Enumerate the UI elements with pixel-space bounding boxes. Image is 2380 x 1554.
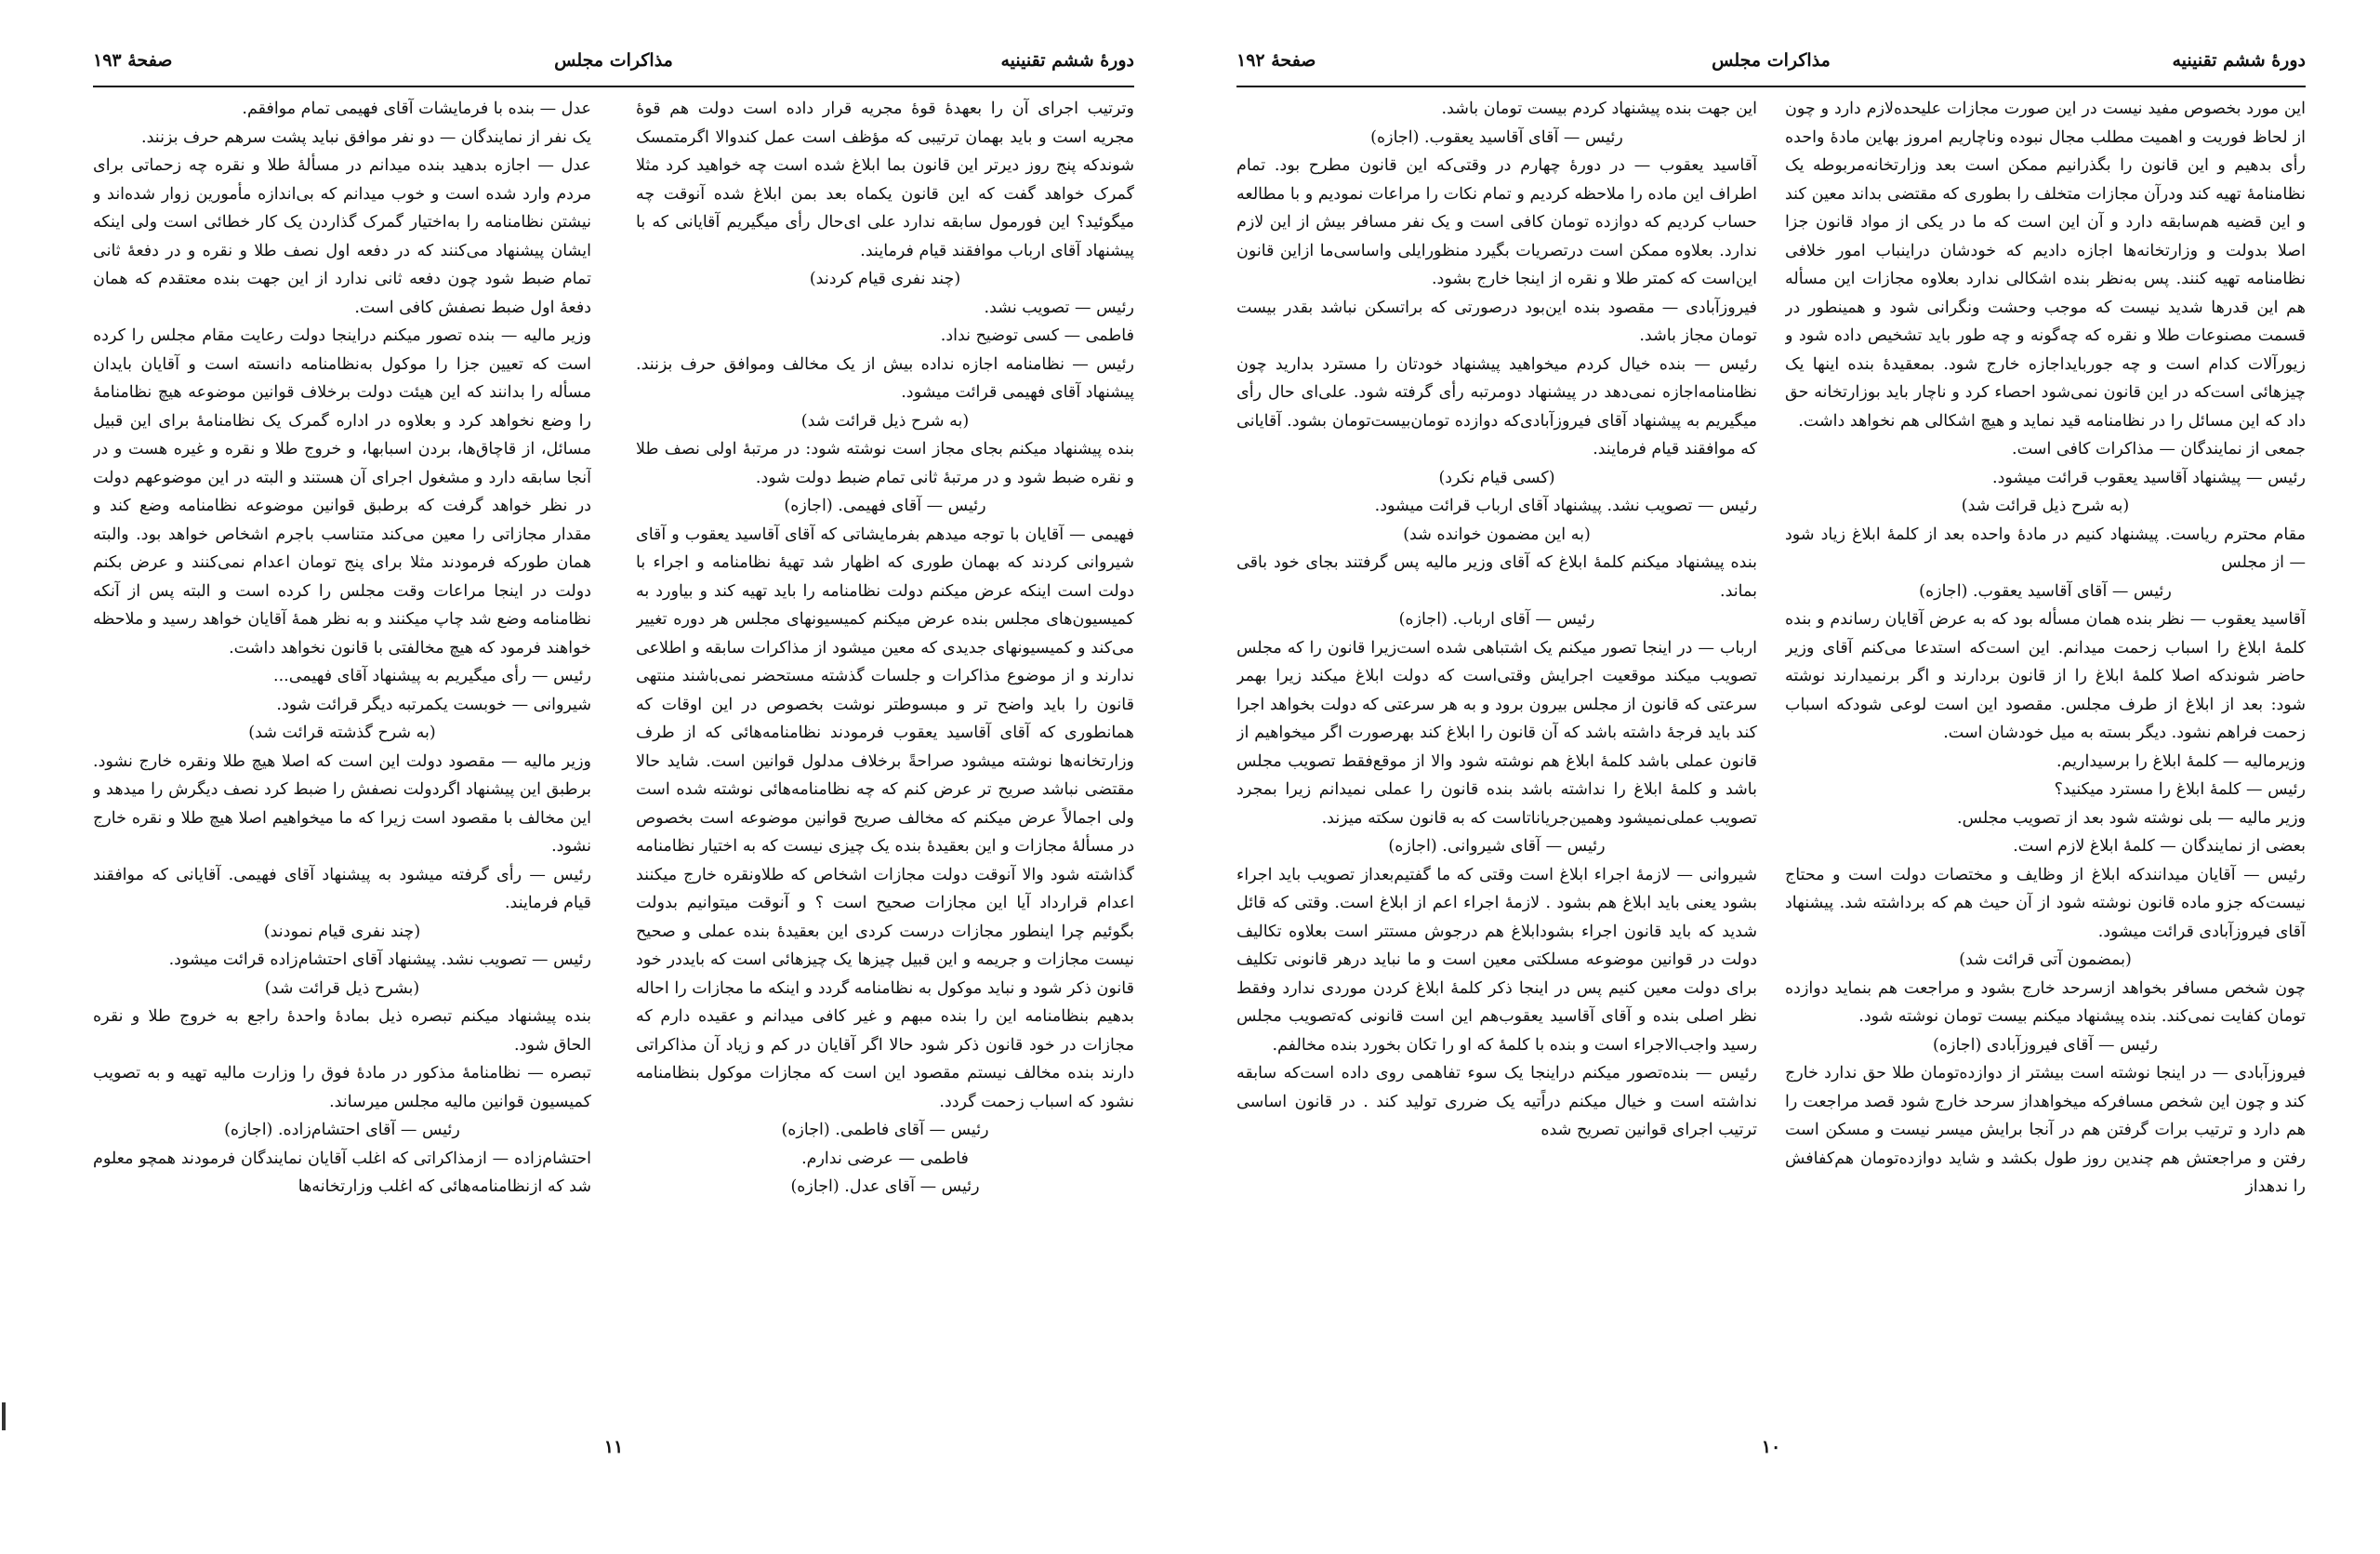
paragraph: ارباب — در اینجا تصور میکنم یک اشتباهی شده است‌زیرا قانون را که مجلس تصویب میکند موقعیت اجرایش وقتی‌است که دولت ابلاغ میکند زیرا بهمر سرعتی که قانون از مجلس بیرون برود و به هر سرعتی که دولت بخواهد اجرا کند باید فرجهٔ داشته باشد که آن قانون را ابلاغ کند بهرصورت اگر میخواهیم از قانون عملی باشد کلمهٔ ابلاغ هم نوشته شود والا از موقع‌فقط تصویب مجلس باشد و کلمهٔ ابلاغ را نداشته باشد بنده قانون را عملی نمیدانم زیرا بمجرد تصویب عملی‌نمیشود وهمین‌جریاناتاست که به قانون سکته میزند. [1236, 638, 1757, 828]
paragraph: رئیس — بنده خیال کردم میخواهید پیشنهاد خودتان را مسترد بدارید چون نظامنامه‌اجازه نمی‌دهد در پیشنهاد دومرتبه رأی گرفته شود. علی‌ای حال رأی میگیریم به پیشنهاد آقای فیروزآبادی‌که دوازده تومان‌بیست‌تومان بشود. آقایانی که موافقند قیام فرمایند. [1236, 354, 1757, 458]
paragraph: رئیس — نظامنامه اجازه نداده بیش از یک مخالف وموافق حرف بزنند. پیشنهاد آقای فهیمی قرائت میشود. [636, 354, 1134, 402]
text-column-left [93, 95, 591, 1397]
paragraph: عدل — اجازه بدهید بنده میدانم در مسألهٔ طلا و نقره چه زحماتی برای مردم وارد شده است و خوب میدانم که بی‌اندازه مأمورین زوار شده‌اند و نیشتن نظامنامه را به‌اختیار گمرک گذاردن یک کار خطائی است ولی اینکه ایشان پیشنهاد می‌کنند که در دفعه اول نصف طلا و نقره و در دفعهٔ ثانی تمام ضبط شود چون دفعه ثانی ندارد از این جهت بنده معتقدم که همان دفعهٔ اول ضبط نصفش کافی است. [93, 156, 591, 317]
speaker-call: رئیس — آقای عدل. (اجازه) [790, 1177, 980, 1196]
paragraph: وترتیب اجرای آن را بعهدهٔ قوهٔ مجریه قرار داده است دولت هم قوهٔ مجریه است و باید بهمان ترتیبی که مؤظف است عمل کندوالا اگرمتمسک شوندکه پنج روز دیرتر این قانون بما ابلاغ شده است چه خواهید کرد مثلا گمرک خواهد گفت که این قانون یکماه بعد بمن ابلاغ شده آنوقت چه میگوئید؟ این فورمول سابقه ندارد علی ای‌حال رأی میگیریم آقایانی که با پیشنهاد آقای ارباب موافقند قیام فرمایند. [636, 100, 1134, 260]
header-page-label: صفحهٔ ۱۹۲ [1236, 50, 1316, 71]
paragraph: شیروانی — خوبست یکمرتبه دیگر قرائت شود. [276, 695, 591, 714]
stage-direction: (چند نفری قیام نمودند) [263, 922, 421, 941]
paragraph: تبصره — نظامنامهٔ مذکور در مادهٔ فوق را وزارت مالیه تهیه و به تصویب کمیسیون قوانین مالیه مجلس میرساند. [93, 1064, 591, 1111]
header-rule [1236, 86, 2306, 87]
paragraph: فهیمی — آقایان با توجه میدهم بفرمایشاتی که آقای آقاسید یعقوب و آقای شیروانی کردند که بهمان طوری که اظهار شد تهیهٔ نظامنامه و اجراء با دولت است اینکه عرض میکنم دولت نظامنامه را باید تهیه کند و بیاورد به کمیسیون‌های مجلس بنده عرض میکنم کمیسیونهای مجلس هر دوره تغییر می‌کند و کمیسیونهای جدیدی که معین میشود از مذاکرات سابقه و اطلاعی ندارند و از موضوع مذاکرات و جلسات گذشته مستحضر نمی‌باشند منتهی قانون را باید واضح تر و مبسوطتر نوشت بخصوص در این اوقات که همانطوری که آقای آقاسید یعقوب فرمودند نظامنامه‌هائی که از طرف وزارتخانه‌ها نوشته میشود صراحةً برخلاف مدلول قوانین است. شاید حالا مقتضی نباشد صریح تر عرض کنم که چه نظامنامه‌هائی نوشته شده است ولی اجمالاً عرض میکنم که مخالف صریح قوانین موضوعه است بخصوص در مسألهٔ مجازات و این بعقیدهٔ بنده یک چیزی نیست که به اختیار نظامنامه گذاشته شود والا آنوقت دولت مجازات اشخاص که طلاونقره خارج میکنند اعدام قرارداد آیا این مجازات صحیح است ؟ و آنوقت میتوانیم بدولت بگوئیم چرا اینطور مجازات درست کردی این بعقیدهٔ بنده عملی و صحیح نیست مجازات و جریمه و این قبیل چیزها یک چیزهائی است که بایددر خود قانون ذکر شود و نباید موکول به نظامنامه گردد و اینکه ما مجازات را احاله بدهیم بنظامنامه این را بنده مبهم و غیر کافی میدانم و عقیده دارم که مجازات در خود قانون ذکر شود حالا اگر آقایان در کم و زیاد آن مذاکراتی دارند بنده مخالف نیستم مقصود این است که مجازات موکول بنظامنامه نشود که اسباب زحمت گردد. [636, 525, 1134, 1111]
paragraph: جمعی از نمایندگان — مذاکرات کافی است. [2012, 440, 2306, 458]
scan-edge-mark [2, 1402, 6, 1430]
stage-direction: (به شرح ذیل قرائت شد) [800, 411, 970, 431]
header-title: مذاکرات مجلس [1712, 50, 1831, 71]
paragraph: رئیس — کلمهٔ ابلاغ را مسترد میکنید؟ [2054, 780, 2306, 799]
paragraph: رئیس — تصویب نشد. پیشنهاد آقای ارباب قرائت میشود. [1374, 497, 1757, 515]
speaker-call: رئیس — آقای فیروزآبادی (اجازه) [1933, 1035, 2158, 1055]
paragraph: وزیر مالیه — مقصود دولت این است که اصلا هیچ طلا ونقره خارج نشود. برطبق این پیشنهاد اگردولت نصفش را ضبط کرد نصف دیگرش را میدهد و این مخالف با مقصود است زیرا که ما میخواهیم اصلا هیچ طلا و نقره خارج نشود. [93, 751, 591, 856]
paragraph: عدل — بنده با فرمایشات آقای فهیمی تمام موافقم. [242, 100, 591, 118]
page-number: ۱۰ [1761, 1437, 1781, 1457]
stage-direction: (بمضمون آتی قرائت شد) [1959, 950, 2132, 969]
page-number: ۱۱ [603, 1437, 624, 1457]
page-header [93, 50, 1134, 82]
text-column-right [1785, 95, 2306, 1397]
speaker-call: رئیس — آقای آقاسید یعقوب. (اجازه) [1370, 127, 1623, 147]
page-192 [1236, 37, 2306, 1525]
header-session: دورهٔ ششم تقنینیه [1000, 50, 1134, 71]
header-rule [93, 86, 1134, 87]
speaker-call: رئیس — آقای آقاسید یعقوب. (اجازه) [1919, 581, 2172, 601]
stage-direction: (به این مضمون خوانده شد) [1403, 525, 1591, 544]
page-193 [93, 37, 1134, 1525]
paragraph: آقاسید یعقوب — در دورهٔ چهارم در وقتی‌که این قانون مطرح بود. تمام اطراف این ماده را ملاحظه کردیم و تمام نکات را مراعات نمودیم و با مطالعه حساب کردیم که دوازده تومان کافی است و یک نفر مسافر بیش از این لازم ندارد. بعلاوه ممکن است درتصریات بگیرد منظورایلی واساسی‌ما ازاین قانون این‌است که کمتر طلا و نقره از اینجا خارج بشود. [1236, 156, 1757, 288]
header-session: دورهٔ ششم تقنینیه [2172, 50, 2306, 71]
stage-direction: (کسی قیام نکرد) [1438, 468, 1555, 487]
paragraph: رئیس — تصویب نشد. [984, 298, 1134, 317]
paragraph: رئیس — آقایان میدانندکه ابلاغ از وظایف و مختصات دولت است و محتاج نیست‌که جزو ماده قانون نوشته شود از آن حیث هم که برداشته شد. پیشنهاد آقای فیروزآبادی قرائت میشود. [1785, 865, 2306, 941]
paragraph: چون شخص مسافر بخواهد ازسرحد خارج بشود و مراجعت هم بنماید دوازده تومان کفایت نمی‌کند. بنده پیشنهاد میکنم بیست تومان نوشته شود. [1785, 978, 2306, 1026]
paragraph: این مورد بخصوص مفید نیست در این صورت مجازات علیحده‌لازم دارد و چون از لحاظ فوریت و اهمیت مطلب مجال نبوده وناچاریم امروز بهاین مادهٔ واحده رأی بدهیم و این قانون را بگذرانیم ممکن است بعد وزارتخانه‌مربوطه یک نظامنامهٔ تهیه کند ودرآن مجازات متخلف را بطوری که مقتضی بداند معین کند و این قضیه هم‌سابقه دارد و آن این است که ما در یکی از مواد قانون جزا اصلا بدولت و وزارتخانه‌ها اجازه دادیم که خودشان دراینباب امور خلافی نظامنامه تهیه کنند. پس به‌نظر بنده اشکالی ندارد بعلاوه مجازات این مسأله هم این قدرها شدید نیست که موجب وحشت ونگرانی شود و همینطور در قسمت مصنوعات طلا و نقره که چه‌گونه و چه طور باید تشخیص داده شود و زیورآلات کدام است و چه جوربایداجازه خارج شود. بمعقیدهٔ بنده اینها یک چیزهائی است‌که در این قانون نمی‌شود احصاء کرد و ناچار باید بوزارتخانه حق داد که این مسائل را در نظامنامه قید نماید و هیچ اشکالی هم نخواهد داشت. [1785, 100, 2306, 431]
speaker-call: رئیس — آقای احتشام‌زاده. (اجازه) [224, 1121, 460, 1139]
text-column-right [636, 95, 1134, 1397]
stage-direction: (به شرح گذشته قرائت شد) [248, 724, 436, 742]
stage-direction: (چند نفری قیام کردند) [809, 270, 961, 288]
paragraph: بنده پیشنهاد میکنم کلمهٔ ابلاغ که آقای وزیر مالیه پس گرفتند بجای خود باقی بماند. [1236, 553, 1757, 601]
text-column-left [1236, 95, 1757, 1397]
paragraph: بعضی از نمایندگان — کلمهٔ ابلاغ لازم است. [2013, 837, 2306, 856]
paragraph: شیروانی — لازمهٔ اجراء ابلاغ است وقتی که ما گفتیم‌بعداز تصویب باید اجراء بشود یعنی باید ابلاغ هم بشود . لازمهٔ اجراء اعم از ابلاغ است. وقتی که قائل شدید که باید قانون اجراء بشود‌ابلاغ هم درجوش مستتر است بعلاوه تکالیف دولت در قوانین موضوعه مسلکتی معین است و ما نباید درهر قانونی تکلیف برای دولت معین کنیم پس در اینجا ذکر کلمهٔ ابلاغ کردن موردی ندارد وفقط نظر اصلی بنده و آقای آقاسید یعقوب‌هم این است قانونی که‌تصویب مجلس رسید واجب‌الاجراء است و بنده با کلمهٔ که او را تکان بخورد بنده مخالفم. [1236, 865, 1757, 1055]
speaker-call: رئیس — آقای فهیمی. (اجازه) [784, 497, 986, 515]
paragraph: فیروزآبادی — در اینجا نوشته است بیشتر از دوازده‌تومان طلا حق ندارد خارج کند و چون این شخص مسافرکه میخواهداز سرحد خارج شود قصد مراجعت را هم دارد و ترتیب برات گرفتن هم در آنجا برایش میسر نیست و مسکن است رفتن و مراجعتش هم چندین روز طول بکشد و شاید دوازده‌تومان هم‌کفافش را ندهداز [1785, 1064, 2306, 1196]
paragraph: فیروزآبادی — مقصود بنده این‌بود درصورتی که براتسکن نباشد بقدر بیست تومان مجاز باشد. [1236, 298, 1757, 345]
paragraph: فاطمی — عرضی ندارم. [801, 1149, 969, 1168]
paragraph: مقام محترم ریاست. پیشنهاد کنیم در مادهٔ واحده بعد از کلمهٔ ابلاغ زیاد شود — از مجلس [1785, 525, 2306, 572]
paragraph: احتشام‌زاده — ازمذاکراتی که اغلب آقایان نمایندگان فرمودند همچو معلوم شد که ازنظامنامه‌هائی که اغلب وزارتخانه‌ها [93, 1149, 591, 1196]
paragraph: وزیرمالیه — کلمهٔ ابلاغ را برسیداریم. [2056, 751, 2306, 771]
stage-direction: (بشرح ذیل قرائت شد) [264, 978, 420, 998]
paragraph: بنده پیشنهاد میکنم بجای مجاز است نوشته شود: در مرتبهٔ اولی نصف طلا و نقره ضبط شود و در مرتبهٔ ثانی تمام ضبط دولت شود. [636, 440, 1134, 487]
paragraph: رئیس — رأی میگیریم به پیشنهاد آقای فهیمی... [273, 667, 591, 685]
paragraph: این جهت بنده پیشنهاد کردم بیست تومان باشد. [1441, 100, 1757, 118]
paragraph: رئیس — بنده‌تصور میکنم دراینجا یک سوء تفاهمی روی داده است‌که سابقه نداشته است و خیال میکنم دراًتیه یک ضرری تولید کند . در قانون اساسی ترتیب اجرای قوانین تصریح شده [1236, 1064, 1757, 1139]
speaker-call: رئیس — آقای ارباب. (اجازه) [1398, 610, 1595, 629]
paragraph: رئیس — تصویب نشد. پیشنهاد آقای احتشام‌زاده قرائت میشود. [168, 950, 591, 969]
speaker-call: رئیس — آقای فاطمی. (اجازه) [781, 1121, 989, 1139]
paragraph: رئیس — پیشنهاد آقاسید یعقوب قرائت میشود. [1992, 468, 2306, 487]
paragraph: فاطمی — کسی توضیح نداد. [940, 326, 1134, 345]
speaker-call: رئیس — آقای شیروانی. (اجازه) [1388, 837, 1606, 856]
paragraph: بنده پیشنهاد میکنم تبصره ذیل بمادهٔ واحدهٔ راجع به خروج طلا و نقره الحاق شود. [93, 1007, 591, 1055]
header-title: مذاکرات مجلس [554, 50, 673, 71]
page-header [1236, 50, 2306, 82]
header-page-label: صفحهٔ ۱۹۳ [93, 50, 173, 71]
paragraph: وزیر مالیه — بنده تصور میکنم دراینجا دولت رعایت مقام مجلس را کرده است که تعیین جزا را موکول به‌نظامنامه دانسته است و آقایان بایدان مسأله را بدانند که این هیئت دولت برخلاف قوانین موضوعه هیچ نظامنامهٔ را وضع نخواهد کرد و بعلاوه در اداره گمرک یک نظامنامهٔ برای این قبیل مسائل، از قاچاق‌ها، بردن اسبابها، و خروج طلا و نقره و غیره هست و در آنجا سابقه دارد و مشغول اجرای آن هستند و البته در این موضوعهم دولت در نظر خواهد گرفت که برطبق قوانین موضوعه نظامنامه وضع کند و مقدار مجازاتی را معین می‌کند متناسب باجرم اشخاص خواهد بود. والبته همان طورکه فرمودند مثلا برای پنج تومان اعدام نمی‌کنند و عرض بکنم دولت در اینجا مراعات وقت مجلس را کرده است و البته پس از آنکه نظامنامه وضع شد چاپ میکنند و به نظر همهٔ آقایان خواهد رسید و ملاحظه خواهند فرمود که هیچ مخالفتی با قانون نخواهد داشت. [93, 326, 591, 657]
paragraph: یک نفر از نمایندگان — دو نفر موافق نباید پشت سرهم حرف بزنند. [141, 127, 591, 147]
paragraph: رئیس — رأی گرفته میشود به پیشنهاد آقای فهیمی. آقایانی که موافقند قیام فرمایند. [93, 865, 591, 912]
paragraph: وزیر مالیه — بلی نوشته شود بعد از تصویب مجلس. [1957, 808, 2306, 828]
paragraph: آقاسید یعقوب — نظر بنده همان مسأله بود که به عرض آقایان رساندم و بنده کلمهٔ ابلاغ را اسباب زحمت میدانم. این است‌که استدعا می‌کنم آقای وزیر حاضر شوند‌که اصلا کلمهٔ ابلاغ را از قانون بردارند و اگر برنمیدارند نوشته شود: بعد از ابلاغ از طرف مجلس. مقصود این است لوعی شود‌که اسباب زحمت فراهم نشود. دیگر بسته به میل خودشان است. [1785, 610, 2306, 742]
stage-direction: (به شرح ذیل قرائت شد) [1961, 497, 2130, 515]
